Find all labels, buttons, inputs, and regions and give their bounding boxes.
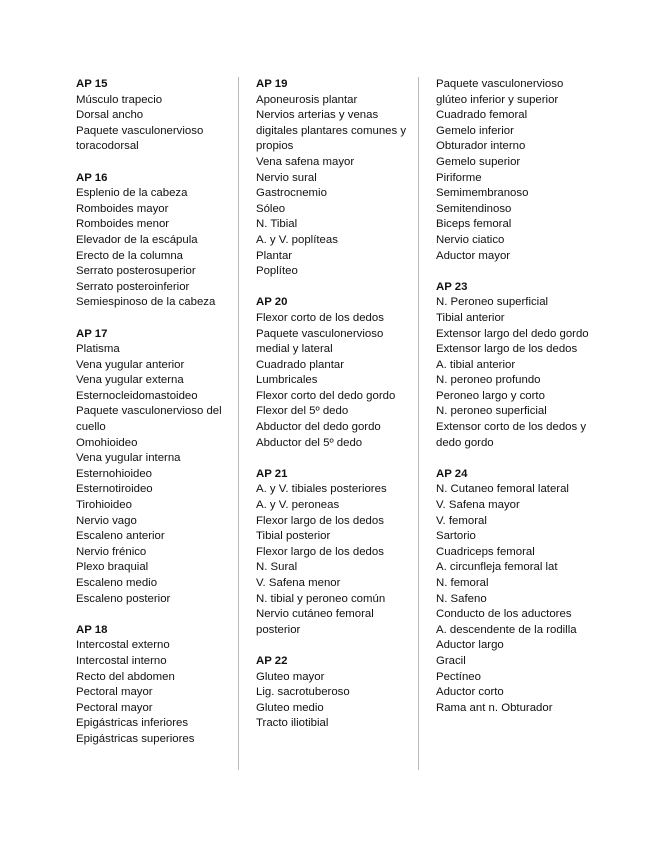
list-item: Plexo braquial <box>76 561 149 574</box>
list-item: N. Safeno <box>436 592 487 605</box>
list-item: Vena yugular anterior <box>76 358 185 371</box>
list-item: Paquete vasculonervioso medial y lateral <box>256 327 384 356</box>
list-item: Recto del abdomen <box>76 670 175 683</box>
list-item: V. Safena menor <box>256 577 341 589</box>
list-item: V. femoral <box>436 514 487 527</box>
list-item: Dorsal ancho <box>76 109 144 122</box>
list-item: Extensor largo del dedo gordo <box>436 327 589 340</box>
list-item: Flexor corto de los dedos <box>256 311 384 324</box>
list-item: Paquete vasculonervioso del cuello <box>76 405 222 434</box>
section-heading: AP 15 <box>76 78 108 90</box>
list-item: Sartorio <box>436 530 476 543</box>
list-item: Músculo trapecio <box>76 93 163 106</box>
column-1 <box>76 77 232 763</box>
list-item: Vena yugular interna <box>76 452 181 465</box>
list-item: N. Peroneo superficial <box>436 296 549 309</box>
list-item: Flexor corto del dedo gordo <box>256 389 396 402</box>
list-item: Lumbricales <box>256 374 318 387</box>
list-item: V. Safena mayor <box>436 499 520 512</box>
list-item: Tibial anterior <box>436 311 505 324</box>
list-item: Flexor largo de los dedos <box>256 514 384 527</box>
list-item: A. y V. peroneas <box>256 499 340 512</box>
list-item: Conducto de los aductores <box>436 608 572 621</box>
list-item: Vena safena mayor <box>256 155 355 168</box>
list-item: N. femoral <box>436 577 489 589</box>
section <box>76 77 232 155</box>
list-item: Extensor largo de los dedos <box>436 343 578 356</box>
section <box>76 623 232 748</box>
list-item: Poplíteo <box>256 265 298 278</box>
list-item: Lig. sacrotuberoso <box>256 686 350 699</box>
list-item: Tracto iliotibial <box>256 717 329 730</box>
list-item: Peroneo largo y corto <box>436 389 545 402</box>
list-item: A. descendente de la rodilla <box>436 623 577 636</box>
list-item: Gemelo superior <box>436 155 521 168</box>
list-item: Nervio frénico <box>76 545 147 558</box>
list-item: Escaleno anterior <box>76 530 165 543</box>
list-item: Romboides mayor <box>76 202 169 215</box>
section-heading: AP 17 <box>76 327 108 340</box>
list-item: Esplenio de la cabeza <box>76 187 188 200</box>
list-item: Aductor mayor <box>436 249 511 262</box>
list-item: Gluteo medio <box>256 701 324 714</box>
list-item: Nervio sural <box>256 171 317 184</box>
list-item: N. peroneo superficial <box>436 405 547 418</box>
column-divider <box>238 77 239 770</box>
list-item: Epigástricas superiores <box>76 732 195 745</box>
section <box>256 77 412 280</box>
section-heading: AP 24 <box>436 467 468 480</box>
list-item: Nervio vago <box>76 514 137 527</box>
section <box>256 467 412 639</box>
list-item: Esternotiroideo <box>76 483 153 496</box>
list-item: Paquete vasculonervioso glúteo inferior y superior <box>436 78 564 106</box>
list-item: Gastrocnemio <box>256 187 327 200</box>
section-heading: AP 21 <box>256 467 288 480</box>
list-item: Obturador interno <box>436 140 526 153</box>
list-item: Serrato posteroinferior <box>76 280 190 293</box>
list-item: Aductor corto <box>436 686 504 699</box>
section <box>436 280 596 452</box>
list-item: N. tibial y peroneo común <box>256 592 386 605</box>
list-item: Plantar <box>256 249 293 262</box>
section <box>76 171 232 311</box>
section <box>436 467 596 717</box>
list-item: Romboides menor <box>76 218 170 231</box>
list-item: Flexor largo de los dedos <box>256 545 384 558</box>
list-item: Erecto de la columna <box>76 249 184 262</box>
list-item: N. peroneo profundo <box>436 374 541 387</box>
list-item: Platisma <box>76 343 120 356</box>
list-item: Abductor del 5º dedo <box>256 436 363 449</box>
column-2 <box>256 77 412 748</box>
list-item: Nervio cutáneo femoral posterior <box>256 608 374 636</box>
section-heading: AP 22 <box>256 654 288 667</box>
list-item: Tibial posterior <box>256 530 331 543</box>
list-item: Tirohioideo <box>76 499 132 512</box>
list-item: Esternohioideo <box>76 467 152 480</box>
list-item: Semitendinoso <box>436 202 512 215</box>
section-heading: AP 19 <box>256 78 288 90</box>
list-item: Cuadriceps femoral <box>436 545 535 558</box>
list-item: N. Sural <box>256 561 298 574</box>
list-item: Abductor del dedo gordo <box>256 421 381 434</box>
list-item: Gemelo inferior <box>436 124 514 137</box>
list-item: Nervio ciatico <box>436 233 505 246</box>
list-item: Sóleo <box>256 202 286 215</box>
list-item: Cuadrado femoral <box>436 109 528 122</box>
list-item: N. Cutaneo femoral lateral <box>436 483 569 496</box>
list-item: A. y V. poplíteas <box>256 233 338 246</box>
column-divider <box>418 77 419 770</box>
list-item: Biceps femoral <box>436 218 512 231</box>
list-item: Gracil <box>436 654 466 667</box>
section <box>76 327 232 608</box>
list-item: A. tibial anterior <box>436 358 516 371</box>
list-item: Elevador de la escápula <box>76 233 198 246</box>
list-item: Pectíneo <box>436 670 481 683</box>
list-item: Piriforme <box>436 171 482 184</box>
section <box>256 295 412 451</box>
list-item: Aductor largo <box>436 639 504 652</box>
list-item: Paquete vasculonervioso toracodorsal <box>76 124 204 153</box>
list-item: Extensor corto de los dedos y dedo gordo <box>436 421 587 449</box>
list-item: Cuadrado plantar <box>256 358 345 371</box>
list-item: Intercostal externo <box>76 639 170 652</box>
list-item: Semiespinoso de la cabeza <box>76 296 216 309</box>
list-item: Esternocleidomastoideo <box>76 389 198 402</box>
list-item: Semimembranoso <box>436 187 529 200</box>
list-item: A. y V. tibiales posteriores <box>256 483 387 496</box>
section-heading: AP 20 <box>256 296 288 309</box>
section-heading: AP 18 <box>76 623 108 636</box>
list-item: Escaleno medio <box>76 577 158 589</box>
section <box>256 654 412 732</box>
list-item: Vena yugular externa <box>76 374 184 387</box>
section-heading: AP 16 <box>76 171 108 184</box>
list-item: Pectoral mayor <box>76 686 153 699</box>
section-heading: AP 23 <box>436 280 468 293</box>
list-item: Escaleno posterior <box>76 592 171 605</box>
list-item: Flexor del 5º dedo <box>256 405 349 418</box>
list-item: Serrato posterosuperior <box>76 265 196 278</box>
list-item: Intercostal interno <box>76 654 167 667</box>
list-item: Pectoral mayor <box>76 701 153 714</box>
column-3 <box>436 77 596 732</box>
list-item: A. circunfleja femoral lat <box>436 561 558 574</box>
list-item: Nervios arterias y venas digitales plantares comunes y propios <box>256 109 407 153</box>
list-item: Gluteo mayor <box>256 670 325 683</box>
list-item: N. Tibial <box>256 218 298 231</box>
list-item: Epigástricas inferiores <box>76 717 189 730</box>
list-item: Aponeurosis plantar <box>256 93 358 106</box>
section <box>436 77 596 264</box>
list-item: Omohioideo <box>76 436 138 449</box>
list-item: Rama ant n. Obturador <box>436 701 553 714</box>
